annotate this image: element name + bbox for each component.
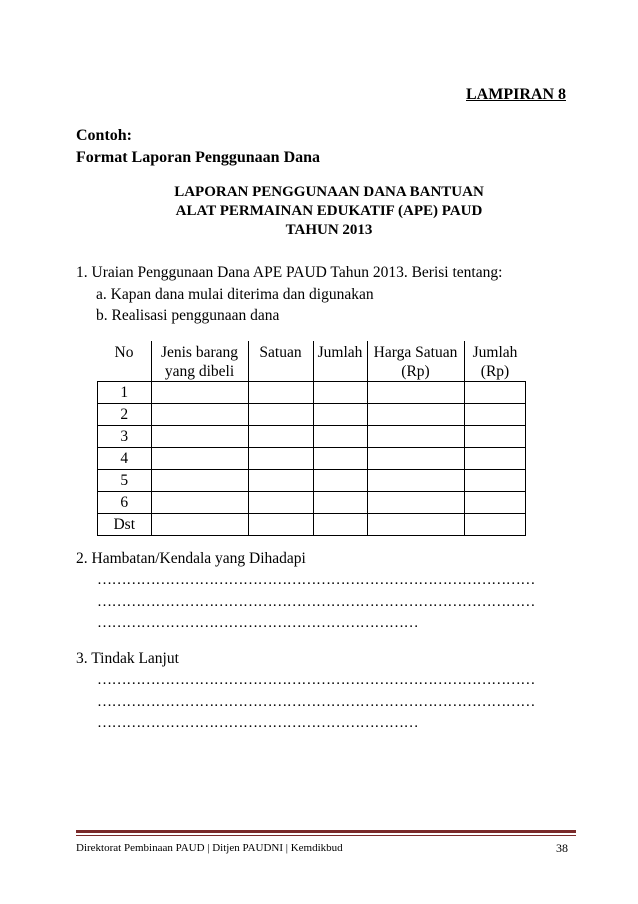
table-row	[98, 404, 526, 426]
col-header-qty: Jumlah	[313, 341, 367, 382]
table-row	[98, 382, 526, 404]
report-title-line3: TAHUN 2013	[285, 222, 373, 238]
table-row	[98, 492, 526, 514]
section1-heading: 1. Uraian Penggunaan Dana APE PAUD Tahun 2013. Berisi tentang:	[76, 264, 503, 281]
example-label: Contoh:	[76, 127, 133, 144]
table-header-row	[98, 341, 526, 382]
row-number: Dst	[98, 514, 152, 536]
section2-dotted-line-2: ………………………………………………………………………………	[97, 594, 536, 610]
table-row	[98, 514, 526, 536]
row-number: 4	[98, 448, 152, 470]
row-number: 5	[98, 470, 152, 492]
row-number: 6	[98, 492, 152, 514]
fund-usage-table	[97, 341, 526, 536]
section3-dotted-line-3: …………………………………………………………	[97, 715, 419, 731]
col-header-no: No	[114, 344, 134, 361]
table-row	[98, 426, 526, 448]
footer-text: Direktorat Pembinaan PAUD | Ditjen PAUDNI | Kemdikbud	[76, 842, 343, 854]
section3-dotted-line-1: ………………………………………………………………………………	[97, 672, 536, 688]
page-number: 38	[556, 841, 568, 855]
report-title	[150, 183, 508, 240]
table-row	[98, 470, 526, 492]
col-header-total: Jumlah (Rp)	[464, 341, 526, 382]
section1-item-b: b. Realisasi penggunaan dana	[96, 307, 280, 324]
table-row	[98, 448, 526, 470]
col-header-unit-price: Harga Satuan (Rp)	[367, 341, 464, 382]
row-number: 1	[98, 382, 152, 404]
section2-dotted-line-1: ………………………………………………………………………………	[97, 572, 536, 588]
format-title: Format Laporan Penggunaan Dana	[76, 149, 321, 166]
col-header-unit: Satuan	[248, 341, 313, 382]
footer-rule-thin	[76, 835, 576, 836]
row-number: 2	[98, 404, 152, 426]
section3-heading: 3. Tindak Lanjut	[76, 650, 179, 667]
footer-rule-thick	[76, 830, 576, 833]
report-title-line2: ALAT PERMAINAN EDUKATIF (APE) PAUD	[175, 203, 483, 219]
col-header-item: Jenis barang yang dibeli	[151, 341, 248, 382]
section2-dotted-line-3: …………………………………………………………	[97, 615, 419, 631]
appendix-label: LAMPIRAN 8	[466, 86, 566, 103]
intro-block	[76, 125, 320, 169]
section1-item-a: a. Kapan dana mulai diterima dan digunakan	[96, 286, 374, 303]
section3-dotted-line-2: ………………………………………………………………………………	[97, 694, 536, 710]
section2-heading: 2. Hambatan/Kendala yang Dihadapi	[76, 550, 306, 567]
row-number: 3	[98, 426, 152, 448]
report-title-line1: LAPORAN PENGGUNAAN DANA BANTUAN	[174, 184, 484, 200]
